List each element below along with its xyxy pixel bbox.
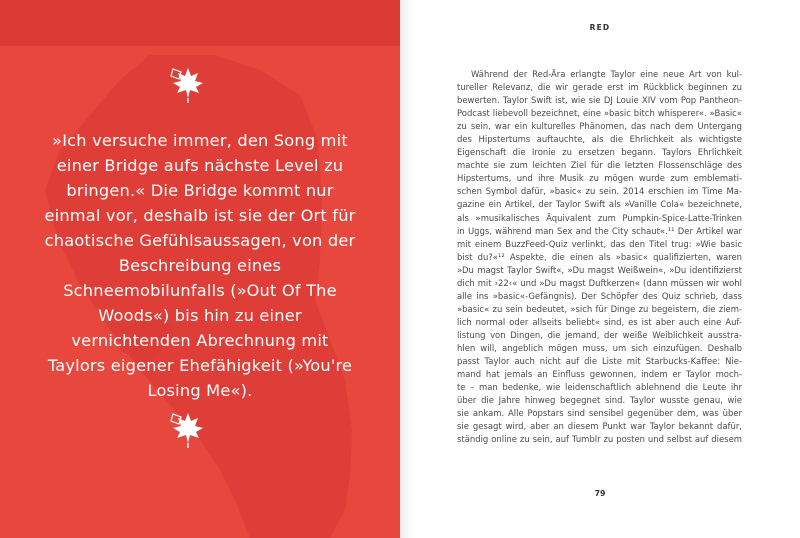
- body-line: Eigenschaft die Ironie zu ersetzen begann. Taylors Ehrlichkeit: [457, 147, 742, 158]
- body-line: in Uggs, während man Sex and the City schaut«.¹¹ Der Artikel war: [457, 225, 742, 236]
- body-line: Hipstertums, und ihre Musik zu mögen wurde zum emblemati-: [457, 173, 742, 184]
- body-line: ständig online zu sein, auf Tumblr zu posten und selbst auf diesem: [457, 434, 742, 445]
- body-line: machte sie zum leichten Ziel für die letzten Flossenschläge des: [457, 160, 742, 171]
- body-line: »basic« zu sein bedeutet, »sich für Dinge zu begeistern, die ziem-: [457, 303, 742, 314]
- body-line: über die Jahre hinweg begegnet sind. Taylor wusste genau, wie: [457, 395, 742, 406]
- body-line: tureller Relevanz, die wir gerade erst im Rückblick beginnen zu: [457, 82, 742, 93]
- body-line: sie gesagt wird, aber an diesem Punkt war Taylor bekannt dafür,: [457, 421, 742, 432]
- body-line: passt Taylor auch nicht auf die Liste mit Starbucks-Kaffee: Nie-: [457, 356, 742, 367]
- body-line: als »musikalisches Äquivalent zum Pumpkin-Spice-Latte-Trinken: [457, 212, 742, 223]
- body-line: mand hat jemals an Einfluss gewonnen, indem er Taylor moch-: [457, 369, 742, 380]
- body-line: hlen will, angeblich mögen muss, um sich einzufügen. Deshalb: [457, 342, 742, 353]
- body-line: bewerten. Taylor Swift ist, wie sie DJ Louie XIV vom Pop Pantheon-: [457, 95, 742, 106]
- body-line: dich mit ›22‹« und »Du magst Duftkerzen« (dann müssen wir wohl: [457, 277, 742, 288]
- body-line: Während der Red-Ära erlangte Taylor eine neue Art von kul-: [471, 69, 742, 79]
- body-line: bist du?«¹² Aspekte, die einen als »basic« qualifizierten, waren: [457, 251, 742, 262]
- body-line: alle ins »basic«-Gefängnis). Der Schöpfer des Quiz schrieb, dass: [457, 290, 742, 301]
- body-text: [457, 68, 742, 446]
- body-line: zu sein, war ein kulturelles Phänomen, das nach dem Untergang: [457, 121, 742, 132]
- running-head: RED: [589, 23, 611, 32]
- body-line: mit einem BuzzFeed-Quiz verlinkt, das den Titel trug: »Wie basic: [457, 238, 742, 249]
- text-page: [400, 0, 800, 538]
- body-line: Podcast liebevoll bezeichnet, eine »basic bitch whisperer«. »Basic«: [457, 108, 742, 119]
- maple-leaf-icon: [166, 60, 210, 104]
- body-line: schen Symbol dafür, »basic« zu sein. 2014 erschien im Time Ma-: [457, 186, 742, 197]
- body-line: »Du magst Taylor Swift«, »Du magst Weißwein«, »Du identifizierst: [457, 264, 742, 275]
- body-line: gazine ein Artikel, der Taylor Swift als »Vanille Cola« bezeichnete,: [457, 199, 742, 210]
- page-number: 79: [594, 489, 606, 498]
- pull-quote: »Ich versuche immer, den Song mit einer Bridge aufs nächste Level zu bringen.« Die Bridge kommt nur einmal vor, deshalb ist sie der Ort für chaotische Gefühlsaussagen, von der Beschreibung eines Schneemobilunfalls (»Out Of The Woods«) bis hin zu einer vernichtenden Abrechnung mit Taylors eigener Ehefähigkeit (»You're Losing Me«).: [44, 131, 356, 400]
- body-line: des Hipstertums auftauchte, als die Ehrlichkeit als wichtigste: [457, 134, 742, 145]
- body-line: lich normal oder allseits beliebt« sind, es ist aber auch eine Auf-: [457, 316, 742, 327]
- body-line: sie ankam. Alle Popstars sind sensibel gegenüber dem, was über: [457, 408, 742, 419]
- body-line: te – man bedenke, wie leidenschaftlich ablehnend die Leute ihr: [457, 382, 742, 393]
- maple-leaf-icon: [166, 405, 210, 449]
- body-line: listung von Dingen, die jemand, der weiße Weiblichkeit ausstra-: [457, 329, 742, 340]
- page-gutter: [400, 0, 414, 538]
